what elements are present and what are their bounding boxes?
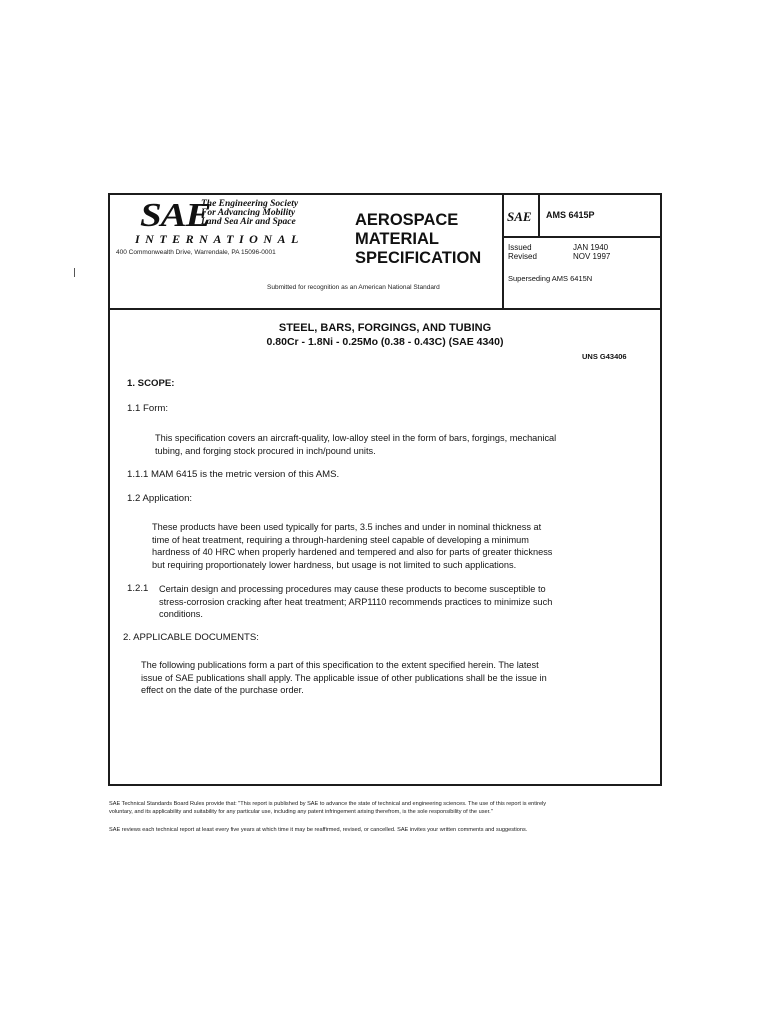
paragraph-line: Certain design and processing procedures may cause these products to become susceptible to <box>159 584 546 594</box>
international-wordmark: INTERNATIONAL <box>135 232 304 246</box>
paragraph-line: hardness of 40 HRC when properly hardened and tempered and also for parts of greater thickness <box>152 547 553 557</box>
paragraph-line: time of heat treatment, requiring a through-hardening steel capable of developing a minimum <box>152 534 529 545</box>
paragraph-line: tubing, and forging stock procured in inch/pound units. <box>155 445 376 456</box>
form-paragraph <box>155 432 556 457</box>
subject-title: STEEL, BARS, FORGINGS, AND TUBING <box>278 322 492 334</box>
metric-version-note: 1.1.1 MAM 6415 is the metric version of this AMS. <box>127 469 340 480</box>
revised-label: Revised <box>508 252 537 261</box>
header-divider <box>108 308 662 310</box>
society-tagline-line: The Engineering Society <box>201 199 299 209</box>
ansi-submission-note: Submitted for recognition as an American National Standard <box>267 284 440 291</box>
society-tagline-line: For Advancing Mobility <box>201 208 296 218</box>
header-column-divider <box>502 193 504 310</box>
section-heading-scope: 1. SCOPE: <box>127 378 175 389</box>
paragraph-line: The following publications form a part of this specification to the extent specified herein. The latest <box>141 660 539 670</box>
issued-date: JAN 1940 <box>573 243 609 252</box>
section-number-1-2-1: 1.2.1 <box>127 583 149 594</box>
document-type-line: MATERIAL <box>355 230 440 248</box>
applicable-documents-paragraph <box>141 659 547 697</box>
paragraph-line: stress-corrosion cracking after heat treatment; ARP1110 recommends practices to minimize such <box>159 596 553 607</box>
ams-number: AMS 6415P <box>546 210 595 220</box>
paragraph-line: This specification covers an aircraft-quality, low-alloy steel in the form of bars, forgings, mechanical <box>155 433 557 443</box>
paragraph-line: but requiring proportionately lower hardness, but usage is not limited to such applications. <box>152 559 517 570</box>
section-heading-application: 1.2 Application: <box>127 493 193 504</box>
sae-mark: SAE <box>507 209 532 224</box>
scan-artifact-mark <box>74 268 75 277</box>
section-heading-form: 1.1 Form: <box>127 403 169 414</box>
application-paragraph <box>152 521 552 571</box>
paragraph-line: issue of SAE publications shall apply. The applicable issue of other publications shall be the issue in <box>141 672 547 683</box>
issued-label: Issued <box>508 243 532 252</box>
paragraph-line: These products have been used typically for parts, 3.5 inches and under in nominal thickness at <box>152 522 542 532</box>
date-labels <box>508 243 537 261</box>
publisher-address: 400 Commonwealth Drive, Warrendale, PA 15096-0001 <box>116 249 276 256</box>
document-type-line: AEROSPACE <box>355 211 459 229</box>
uns-number: UNS G43406 <box>582 352 627 361</box>
footer-notice-line: SAE Technical Standards Board Rules provide that: "This report is published by SAE to advance the state of technical and engineering sciences. The use of this report is entirely <box>109 801 547 807</box>
paragraph-line: conditions. <box>159 609 203 619</box>
subject-composition: 0.80Cr - 1.8Ni - 0.25Mo (0.38 - 0.43C) (SAE 4340) <box>266 336 504 348</box>
sae-logo-wordmark: SAE <box>140 197 211 234</box>
ams-number-divider <box>502 236 662 238</box>
sae-mark-divider <box>538 193 540 238</box>
document-type-title <box>355 211 481 268</box>
revised-date: NOV 1997 <box>573 252 611 261</box>
document-type-line: SPECIFICATION <box>355 249 482 267</box>
footer-review-note: SAE reviews each technical report at least every five years at which time it may be reaffirmed, revised, or cancelled. SAE invites your written comments and suggestions. <box>109 827 528 833</box>
stress-corrosion-paragraph <box>159 583 552 621</box>
date-values <box>573 243 610 261</box>
society-tagline-line: Land Sea Air and Space <box>201 217 296 227</box>
section-heading-applicable-documents: 2. APPLICABLE DOCUMENTS: <box>123 632 259 643</box>
footer-notice-line: voluntary, and its applicability and suitability for any particular use, including any patent infringement arising therefrom, is the sole responsibility of the user." <box>109 809 493 815</box>
paragraph-line: effect on the date of the purchase order. <box>141 685 304 695</box>
superseding-note: Superseding AMS 6415N <box>508 274 593 283</box>
society-tagline <box>201 200 298 227</box>
